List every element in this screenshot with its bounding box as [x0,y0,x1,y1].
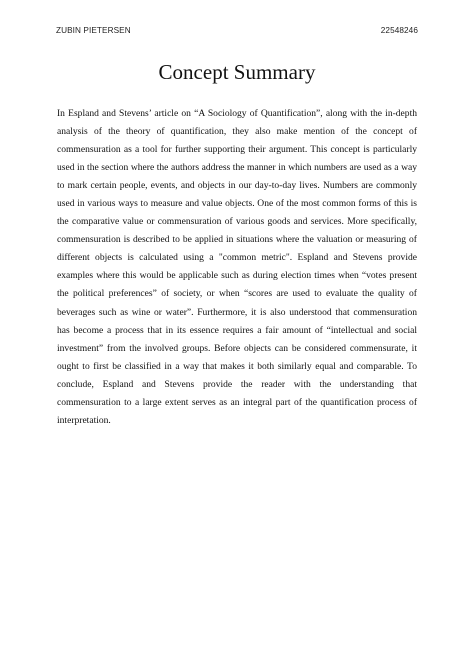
paragraph-line: commensuration to a large extent serves as an integral part of the quantification process of [57,396,417,408]
paragraph-line: ought to first be classified in a way that makes it both similarly equal and comparable. To [57,360,417,372]
summary-paragraph [57,105,417,430]
paragraph-line: has become a process that in its essence requires a fair amount of “intellectual and social [57,324,417,336]
paragraph-line: investment” from the involved groups. Before objects can be considered commensurate, it [57,342,417,354]
paragraph-line: beverages such as wine or water”. Furthermore, it is also understood that commensuration [57,306,417,318]
paragraph-line: the political preferences” of society, or when “scores are used to evaluate the quality of [57,288,417,300]
student-number: 22548246 [380,26,418,35]
author-name: ZUBIN PIETERSEN [56,26,131,35]
paragraph-line: used in various ways to measure and value objects. One of the most common forms of this is [57,198,417,210]
paragraph-line: analysis of the theory of quantification, they also make mention of the concept of [57,126,417,138]
document-title: Concept Summary [158,60,316,84]
paragraph-line: commensuration as a tool for further supporting their argument. This concept is particularly [57,144,417,156]
paragraph-line: interpretation. [57,414,111,426]
paragraph-line: used in the section where the authors address the manner in which numbers are used as a way [57,162,417,174]
paragraph-line: different objects is calculated using a "common metric". Espland and Stevens provide [57,252,417,264]
paragraph-line: to mark certain people, events, and objects in our day-to-day lives. Numbers are commonly [57,180,417,192]
paragraph-line: the comparative value or commensuration of various goods and services. More specifically, [57,216,417,228]
paragraph-line: conclude, Espland and Stevens provide the reader with the understanding that [57,378,417,390]
paragraph-line: In Espland and Stevens’ article on “A Sociology of Quantification”, along with the in-depth [57,108,417,119]
page-header [56,26,418,40]
paragraph-line: examples where this would be applicable such as during election times when “votes present [57,270,417,282]
paragraph-line: commensuration is described to be applied in situations where the valuation or measuring of [57,234,417,246]
